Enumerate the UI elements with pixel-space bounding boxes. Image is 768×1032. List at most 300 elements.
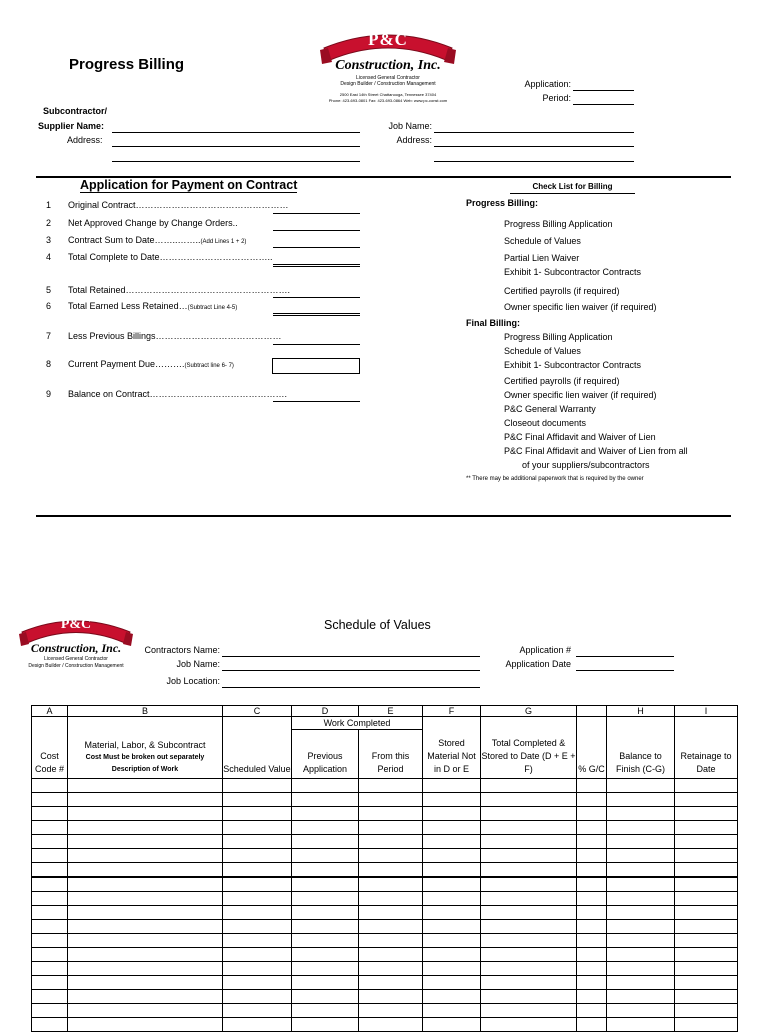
table-cell[interactable] bbox=[292, 849, 359, 863]
table-cell[interactable] bbox=[292, 962, 359, 976]
checklist-item: Closeout documents bbox=[504, 418, 587, 428]
section-divider-bottom bbox=[36, 515, 731, 517]
application-line-number: 3 bbox=[46, 235, 52, 245]
table-cell[interactable] bbox=[423, 934, 481, 948]
table-cell[interactable] bbox=[607, 1018, 675, 1032]
table-cell[interactable] bbox=[675, 948, 738, 962]
application-line-label bbox=[68, 301, 237, 311]
current-payment-due-field[interactable] bbox=[272, 358, 360, 374]
table-cell[interactable] bbox=[481, 835, 577, 849]
col-letter-b: B bbox=[68, 706, 223, 717]
table-cell[interactable] bbox=[32, 849, 68, 863]
application-line-label bbox=[68, 389, 287, 399]
table-cell[interactable] bbox=[68, 835, 223, 849]
col-letter-d: D bbox=[292, 706, 359, 717]
table-cell[interactable] bbox=[223, 934, 292, 948]
table-cell[interactable] bbox=[359, 793, 423, 807]
table-cell[interactable] bbox=[481, 821, 577, 835]
application-number-field[interactable] bbox=[576, 656, 674, 657]
checklist-item: Schedule of Values bbox=[504, 236, 581, 246]
table-cell[interactable] bbox=[359, 976, 423, 990]
application-field[interactable] bbox=[573, 90, 634, 91]
checklist-footnote: ** There may be additional paperwork that is required by the owner bbox=[466, 476, 644, 482]
application-line-number: 6 bbox=[46, 301, 52, 311]
table-cell[interactable] bbox=[292, 863, 359, 878]
application-line-text: Total Retained………………………………………………. bbox=[68, 285, 291, 295]
table-cell[interactable] bbox=[68, 849, 223, 863]
table-cell[interactable] bbox=[223, 948, 292, 962]
table-cell[interactable] bbox=[223, 976, 292, 990]
application-line-text: Total Complete to Date……………………………….. bbox=[68, 252, 273, 262]
col-letter-a: A bbox=[32, 706, 68, 717]
table-cell[interactable] bbox=[675, 821, 738, 835]
header-description-line1: Material, Labor, & Subcontract bbox=[84, 740, 206, 750]
table-cell[interactable] bbox=[32, 877, 68, 892]
table-cell[interactable] bbox=[675, 1018, 738, 1032]
table-cell[interactable] bbox=[423, 849, 481, 863]
table-cell[interactable] bbox=[423, 779, 481, 793]
table-cell[interactable] bbox=[577, 863, 607, 878]
table-cell[interactable] bbox=[68, 934, 223, 948]
table-cell[interactable] bbox=[675, 934, 738, 948]
application-line-field[interactable] bbox=[273, 297, 360, 298]
table-cell[interactable] bbox=[675, 793, 738, 807]
supplier-address-field-1[interactable] bbox=[112, 146, 360, 147]
table-cell[interactable] bbox=[292, 793, 359, 807]
table-cell[interactable] bbox=[675, 976, 738, 990]
header-row bbox=[32, 717, 738, 730]
application-line-number: 5 bbox=[46, 285, 52, 295]
table-cell[interactable] bbox=[68, 892, 223, 906]
table-cell[interactable] bbox=[577, 990, 607, 1004]
progress-billing-heading: Progress Billing: bbox=[466, 198, 539, 208]
table-cell[interactable] bbox=[577, 877, 607, 892]
table-cell[interactable] bbox=[32, 793, 68, 807]
table-cell[interactable] bbox=[32, 948, 68, 962]
table-cell[interactable] bbox=[481, 990, 577, 1004]
logo-line2: Design Builder / Construction Management bbox=[340, 81, 436, 87]
table-cell[interactable] bbox=[423, 976, 481, 990]
table-cell[interactable] bbox=[68, 976, 223, 990]
checklist-item: Exhibit 1- Subcontractor Contracts bbox=[504, 360, 642, 370]
table-cell[interactable] bbox=[423, 892, 481, 906]
table-cell[interactable] bbox=[675, 906, 738, 920]
table-cell[interactable] bbox=[292, 934, 359, 948]
table-cell[interactable] bbox=[359, 807, 423, 821]
header-retainage: Retainage to Date bbox=[675, 717, 738, 779]
table-cell[interactable] bbox=[223, 835, 292, 849]
table-cell[interactable] bbox=[359, 990, 423, 1004]
page-title: Progress Billing bbox=[69, 56, 185, 73]
checklist-item: P&C Final Affidavit and Waiver of Lien from all bbox=[504, 446, 688, 456]
job-address-field-1[interactable] bbox=[434, 146, 634, 147]
sov-job-name-label: Job Name: bbox=[176, 659, 220, 669]
table-cell[interactable] bbox=[607, 990, 675, 1004]
table-cell[interactable] bbox=[577, 976, 607, 990]
column-letter-row bbox=[32, 706, 738, 717]
schedule-company-logo bbox=[18, 614, 134, 682]
table-cell[interactable] bbox=[223, 920, 292, 934]
table-cell[interactable] bbox=[32, 892, 68, 906]
table-row bbox=[32, 835, 738, 849]
application-line-text: Current Payment Due………. bbox=[68, 359, 185, 369]
application-title: Application for Payment on Contract bbox=[80, 178, 298, 192]
col-letter-h: H bbox=[607, 706, 675, 717]
table-row bbox=[32, 906, 738, 920]
table-cell[interactable] bbox=[359, 849, 423, 863]
table-cell[interactable] bbox=[577, 1004, 607, 1018]
supplier-address-label: Address: bbox=[67, 135, 103, 145]
application-label: Application: bbox=[524, 79, 571, 89]
table-cell[interactable] bbox=[577, 906, 607, 920]
header-previous-application: Previous Application bbox=[292, 730, 359, 779]
table-row bbox=[32, 962, 738, 976]
table-cell[interactable] bbox=[423, 990, 481, 1004]
table-cell[interactable] bbox=[223, 849, 292, 863]
header-percent: % G/C bbox=[577, 717, 607, 779]
table-cell[interactable] bbox=[68, 962, 223, 976]
checklist-item: Certified payrolls (if required) bbox=[504, 286, 620, 296]
table-cell[interactable] bbox=[577, 793, 607, 807]
table-cell[interactable] bbox=[223, 1004, 292, 1018]
table-cell[interactable] bbox=[481, 863, 577, 878]
table-cell[interactable] bbox=[32, 1018, 68, 1032]
table-cell[interactable] bbox=[359, 835, 423, 849]
table-cell[interactable] bbox=[607, 934, 675, 948]
application-line-note: (Add Lines 1 + 2) bbox=[200, 239, 247, 245]
company-logo bbox=[318, 26, 458, 108]
period-label: Period: bbox=[542, 93, 571, 103]
table-cell[interactable] bbox=[423, 1018, 481, 1032]
table-cell[interactable] bbox=[607, 920, 675, 934]
application-line-text: Original Contract…………………………………………… bbox=[68, 200, 289, 210]
application-line-label bbox=[68, 200, 289, 210]
table-cell[interactable] bbox=[481, 877, 577, 892]
application-line-label bbox=[68, 285, 290, 295]
table-cell[interactable] bbox=[675, 990, 738, 1004]
table-cell[interactable] bbox=[675, 863, 738, 878]
table-row bbox=[32, 779, 738, 793]
col-letter-g: G bbox=[481, 706, 577, 717]
table-cell[interactable] bbox=[223, 793, 292, 807]
job-location-field[interactable] bbox=[222, 687, 480, 688]
application-line-note: (Subtract line 6- 7) bbox=[184, 363, 234, 369]
table-cell[interactable] bbox=[68, 877, 223, 892]
table-cell[interactable] bbox=[423, 1004, 481, 1018]
table-cell[interactable] bbox=[607, 877, 675, 892]
application-line-field[interactable] bbox=[273, 313, 360, 316]
checklist-item: Progress Billing Application bbox=[504, 332, 613, 342]
table-cell[interactable] bbox=[607, 821, 675, 835]
table-cell[interactable] bbox=[423, 863, 481, 878]
schedule-logo-brand: P&C bbox=[60, 617, 92, 632]
table-cell[interactable] bbox=[292, 821, 359, 835]
table-cell[interactable] bbox=[223, 1018, 292, 1032]
period-field[interactable] bbox=[573, 104, 634, 105]
application-line-text: Net Approved Change by Change Orders.. bbox=[68, 218, 238, 228]
table-cell[interactable] bbox=[68, 863, 223, 878]
application-line-text: Balance on Contract………………………………………. bbox=[68, 389, 288, 399]
table-cell[interactable] bbox=[292, 1004, 359, 1018]
table-cell[interactable] bbox=[607, 962, 675, 976]
application-line-text: Less Previous Billings…………………………………… bbox=[68, 331, 282, 341]
job-address-field-2[interactable] bbox=[434, 161, 634, 162]
checklist-item: Owner specific lien waiver (if required) bbox=[504, 390, 657, 400]
table-cell[interactable] bbox=[423, 821, 481, 835]
table-cell[interactable] bbox=[607, 793, 675, 807]
supplier-name-field[interactable] bbox=[112, 132, 360, 133]
table-cell[interactable] bbox=[359, 779, 423, 793]
schedule-logo-name: Construction, Inc. bbox=[30, 641, 122, 655]
col-letter-c: C bbox=[223, 706, 292, 717]
table-cell[interactable] bbox=[481, 976, 577, 990]
table-cell[interactable] bbox=[481, 807, 577, 821]
table-cell[interactable] bbox=[292, 990, 359, 1004]
table-cell[interactable] bbox=[32, 807, 68, 821]
table-cell[interactable] bbox=[675, 807, 738, 821]
table-cell[interactable] bbox=[68, 920, 223, 934]
application-line-field[interactable] bbox=[273, 213, 360, 214]
table-cell[interactable] bbox=[481, 906, 577, 920]
table-cell[interactable] bbox=[607, 976, 675, 990]
header-stored-material: Stored Material Not in D or E bbox=[423, 717, 481, 779]
table-cell[interactable] bbox=[223, 906, 292, 920]
table-cell[interactable] bbox=[359, 877, 423, 892]
application-number-label: Application # bbox=[519, 645, 571, 655]
table-cell[interactable] bbox=[223, 779, 292, 793]
table-row bbox=[32, 948, 738, 962]
application-line-text: Contract Sum to Date……..…….. bbox=[68, 235, 201, 245]
table-cell[interactable] bbox=[32, 779, 68, 793]
checklist-item: of your suppliers/subcontractors bbox=[522, 460, 650, 470]
table-cell[interactable] bbox=[68, 779, 223, 793]
table-cell[interactable] bbox=[32, 835, 68, 849]
table-cell[interactable] bbox=[68, 821, 223, 835]
table-cell[interactable] bbox=[359, 863, 423, 878]
table-cell[interactable] bbox=[359, 821, 423, 835]
application-line-label bbox=[68, 359, 234, 369]
job-name-field[interactable] bbox=[434, 132, 634, 133]
table-cell[interactable] bbox=[577, 948, 607, 962]
table-cell[interactable] bbox=[32, 962, 68, 976]
table-cell[interactable] bbox=[223, 863, 292, 878]
job-name-label: Job Name: bbox=[388, 121, 432, 131]
table-cell[interactable] bbox=[32, 863, 68, 878]
table-cell[interactable] bbox=[577, 934, 607, 948]
application-line-field[interactable] bbox=[273, 247, 360, 248]
table-row bbox=[32, 793, 738, 807]
header-this-period: From this Period bbox=[359, 730, 423, 779]
table-cell[interactable] bbox=[675, 779, 738, 793]
sov-job-name-field[interactable] bbox=[222, 670, 480, 671]
col-letter-i: I bbox=[675, 706, 738, 717]
application-line-number: 4 bbox=[46, 252, 52, 262]
table-cell[interactable] bbox=[292, 920, 359, 934]
schedule-logo-line1: Licensed General Contractor bbox=[44, 656, 108, 662]
table-cell[interactable] bbox=[481, 779, 577, 793]
table-cell[interactable] bbox=[481, 920, 577, 934]
logo-name: Construction, Inc. bbox=[335, 58, 441, 73]
table-cell[interactable] bbox=[32, 1004, 68, 1018]
table-cell[interactable] bbox=[675, 892, 738, 906]
table-cell[interactable] bbox=[292, 948, 359, 962]
table-cell[interactable] bbox=[32, 934, 68, 948]
table-cell[interactable] bbox=[423, 906, 481, 920]
header-balance: Balance to Finish (C-G) bbox=[607, 717, 675, 779]
table-cell[interactable] bbox=[675, 920, 738, 934]
application-line-field[interactable] bbox=[273, 264, 360, 267]
table-row bbox=[32, 976, 738, 990]
header-scheduled-value: Scheduled Value bbox=[223, 717, 292, 779]
table-cell[interactable] bbox=[223, 821, 292, 835]
schedule-of-values-table bbox=[31, 705, 738, 1032]
table-cell[interactable] bbox=[607, 1004, 675, 1018]
checklist-item: Schedule of Values bbox=[504, 346, 581, 356]
table-cell[interactable] bbox=[68, 1004, 223, 1018]
table-cell[interactable] bbox=[32, 976, 68, 990]
table-cell[interactable] bbox=[577, 849, 607, 863]
table-cell[interactable] bbox=[675, 877, 738, 892]
table-cell[interactable] bbox=[481, 1018, 577, 1032]
table-cell[interactable] bbox=[607, 948, 675, 962]
table-cell[interactable] bbox=[223, 877, 292, 892]
table-cell[interactable] bbox=[577, 1018, 607, 1032]
table-cell[interactable] bbox=[68, 807, 223, 821]
table-cell[interactable] bbox=[359, 906, 423, 920]
table-cell[interactable] bbox=[423, 920, 481, 934]
application-line-field[interactable] bbox=[273, 230, 360, 231]
logo-contact: Phone: 423-693-0801 Fax: 423-693-0864 Web: www.pc-const.com bbox=[328, 98, 448, 103]
table-cell[interactable] bbox=[359, 1018, 423, 1032]
table-cell[interactable] bbox=[423, 877, 481, 892]
table-cell[interactable] bbox=[423, 793, 481, 807]
table-cell[interactable] bbox=[481, 948, 577, 962]
table-cell[interactable] bbox=[675, 1004, 738, 1018]
table-row bbox=[32, 1018, 738, 1032]
table-cell[interactable] bbox=[292, 906, 359, 920]
table-cell[interactable] bbox=[292, 835, 359, 849]
subcontractor-label: Subcontractor/ bbox=[43, 106, 108, 116]
table-cell[interactable] bbox=[423, 807, 481, 821]
table-cell[interactable] bbox=[675, 849, 738, 863]
application-line-note: (Subtract Line 4-5) bbox=[187, 305, 238, 311]
application-line-field[interactable] bbox=[273, 401, 360, 402]
table-cell[interactable] bbox=[481, 849, 577, 863]
table-cell[interactable] bbox=[607, 779, 675, 793]
application-date-field[interactable] bbox=[576, 670, 674, 671]
table-cell[interactable] bbox=[292, 807, 359, 821]
table-cell[interactable] bbox=[292, 1018, 359, 1032]
table-cell[interactable] bbox=[577, 962, 607, 976]
checklist-item: Progress Billing Application bbox=[504, 219, 613, 229]
header-description bbox=[68, 717, 223, 779]
table-cell[interactable] bbox=[607, 835, 675, 849]
application-line-number: 7 bbox=[46, 331, 52, 341]
table-cell[interactable] bbox=[359, 934, 423, 948]
table-row bbox=[32, 877, 738, 892]
table-cell[interactable] bbox=[481, 892, 577, 906]
table-cell[interactable] bbox=[577, 779, 607, 793]
table-cell[interactable] bbox=[481, 793, 577, 807]
table-cell[interactable] bbox=[32, 821, 68, 835]
table-cell[interactable] bbox=[68, 793, 223, 807]
table-row bbox=[32, 1004, 738, 1018]
table-row bbox=[32, 892, 738, 906]
application-line-label bbox=[68, 218, 238, 228]
table-cell[interactable] bbox=[423, 948, 481, 962]
schedule-rows bbox=[32, 779, 738, 1032]
table-row bbox=[32, 807, 738, 821]
table-cell[interactable] bbox=[577, 807, 607, 821]
checklist-item: P&C General Warranty bbox=[504, 404, 596, 414]
table-cell[interactable] bbox=[223, 807, 292, 821]
table-cell[interactable] bbox=[223, 990, 292, 1004]
table-cell[interactable] bbox=[607, 807, 675, 821]
application-line-number: 1 bbox=[46, 200, 52, 210]
application-line-number: 2 bbox=[46, 218, 52, 228]
contractors-name-field[interactable] bbox=[222, 656, 480, 657]
table-cell[interactable] bbox=[481, 934, 577, 948]
table-cell[interactable] bbox=[481, 1004, 577, 1018]
table-cell[interactable] bbox=[292, 892, 359, 906]
table-cell[interactable] bbox=[68, 948, 223, 962]
application-line-number: 8 bbox=[46, 359, 52, 369]
header-description-line2: Cost Must be broken out separately bbox=[85, 754, 205, 761]
table-cell[interactable] bbox=[577, 892, 607, 906]
checklist-title: Check List for Billing bbox=[510, 182, 635, 194]
table-cell[interactable] bbox=[359, 1004, 423, 1018]
table-cell[interactable] bbox=[577, 821, 607, 835]
table-cell[interactable] bbox=[223, 962, 292, 976]
application-line-field[interactable] bbox=[273, 344, 360, 345]
table-cell[interactable] bbox=[292, 779, 359, 793]
table-cell[interactable] bbox=[675, 962, 738, 976]
table-cell[interactable] bbox=[359, 892, 423, 906]
logo-address: 2500 East 14th Street Chattanooga, Tennessee 37404 bbox=[339, 92, 437, 97]
table-cell[interactable] bbox=[675, 835, 738, 849]
col-letter-blank bbox=[577, 706, 607, 717]
table-cell[interactable] bbox=[607, 863, 675, 878]
application-line-label bbox=[68, 235, 246, 245]
table-cell[interactable] bbox=[481, 962, 577, 976]
table-cell[interactable] bbox=[359, 920, 423, 934]
table-cell[interactable] bbox=[68, 990, 223, 1004]
table-cell[interactable] bbox=[577, 920, 607, 934]
table-cell[interactable] bbox=[32, 990, 68, 1004]
supplier-address-field-2[interactable] bbox=[112, 161, 360, 162]
table-cell[interactable] bbox=[423, 962, 481, 976]
table-cell[interactable] bbox=[68, 1018, 223, 1032]
table-cell[interactable] bbox=[223, 892, 292, 906]
table-cell[interactable] bbox=[292, 976, 359, 990]
application-line-label bbox=[68, 252, 273, 262]
table-cell[interactable] bbox=[359, 948, 423, 962]
table-cell[interactable] bbox=[577, 835, 607, 849]
table-cell[interactable] bbox=[68, 906, 223, 920]
table-cell[interactable] bbox=[607, 892, 675, 906]
table-cell[interactable] bbox=[359, 962, 423, 976]
table-cell[interactable] bbox=[607, 849, 675, 863]
checklist-item: Owner specific lien waiver (if required) bbox=[504, 302, 657, 312]
table-row bbox=[32, 863, 738, 878]
table-cell[interactable] bbox=[423, 835, 481, 849]
table-cell[interactable] bbox=[292, 877, 359, 892]
application-line-text: Total Earned Less Retained… bbox=[68, 301, 188, 311]
checklist-item: Certified payrolls (if required) bbox=[504, 376, 620, 386]
table-cell[interactable] bbox=[32, 906, 68, 920]
table-cell[interactable] bbox=[32, 920, 68, 934]
table-cell[interactable] bbox=[607, 906, 675, 920]
